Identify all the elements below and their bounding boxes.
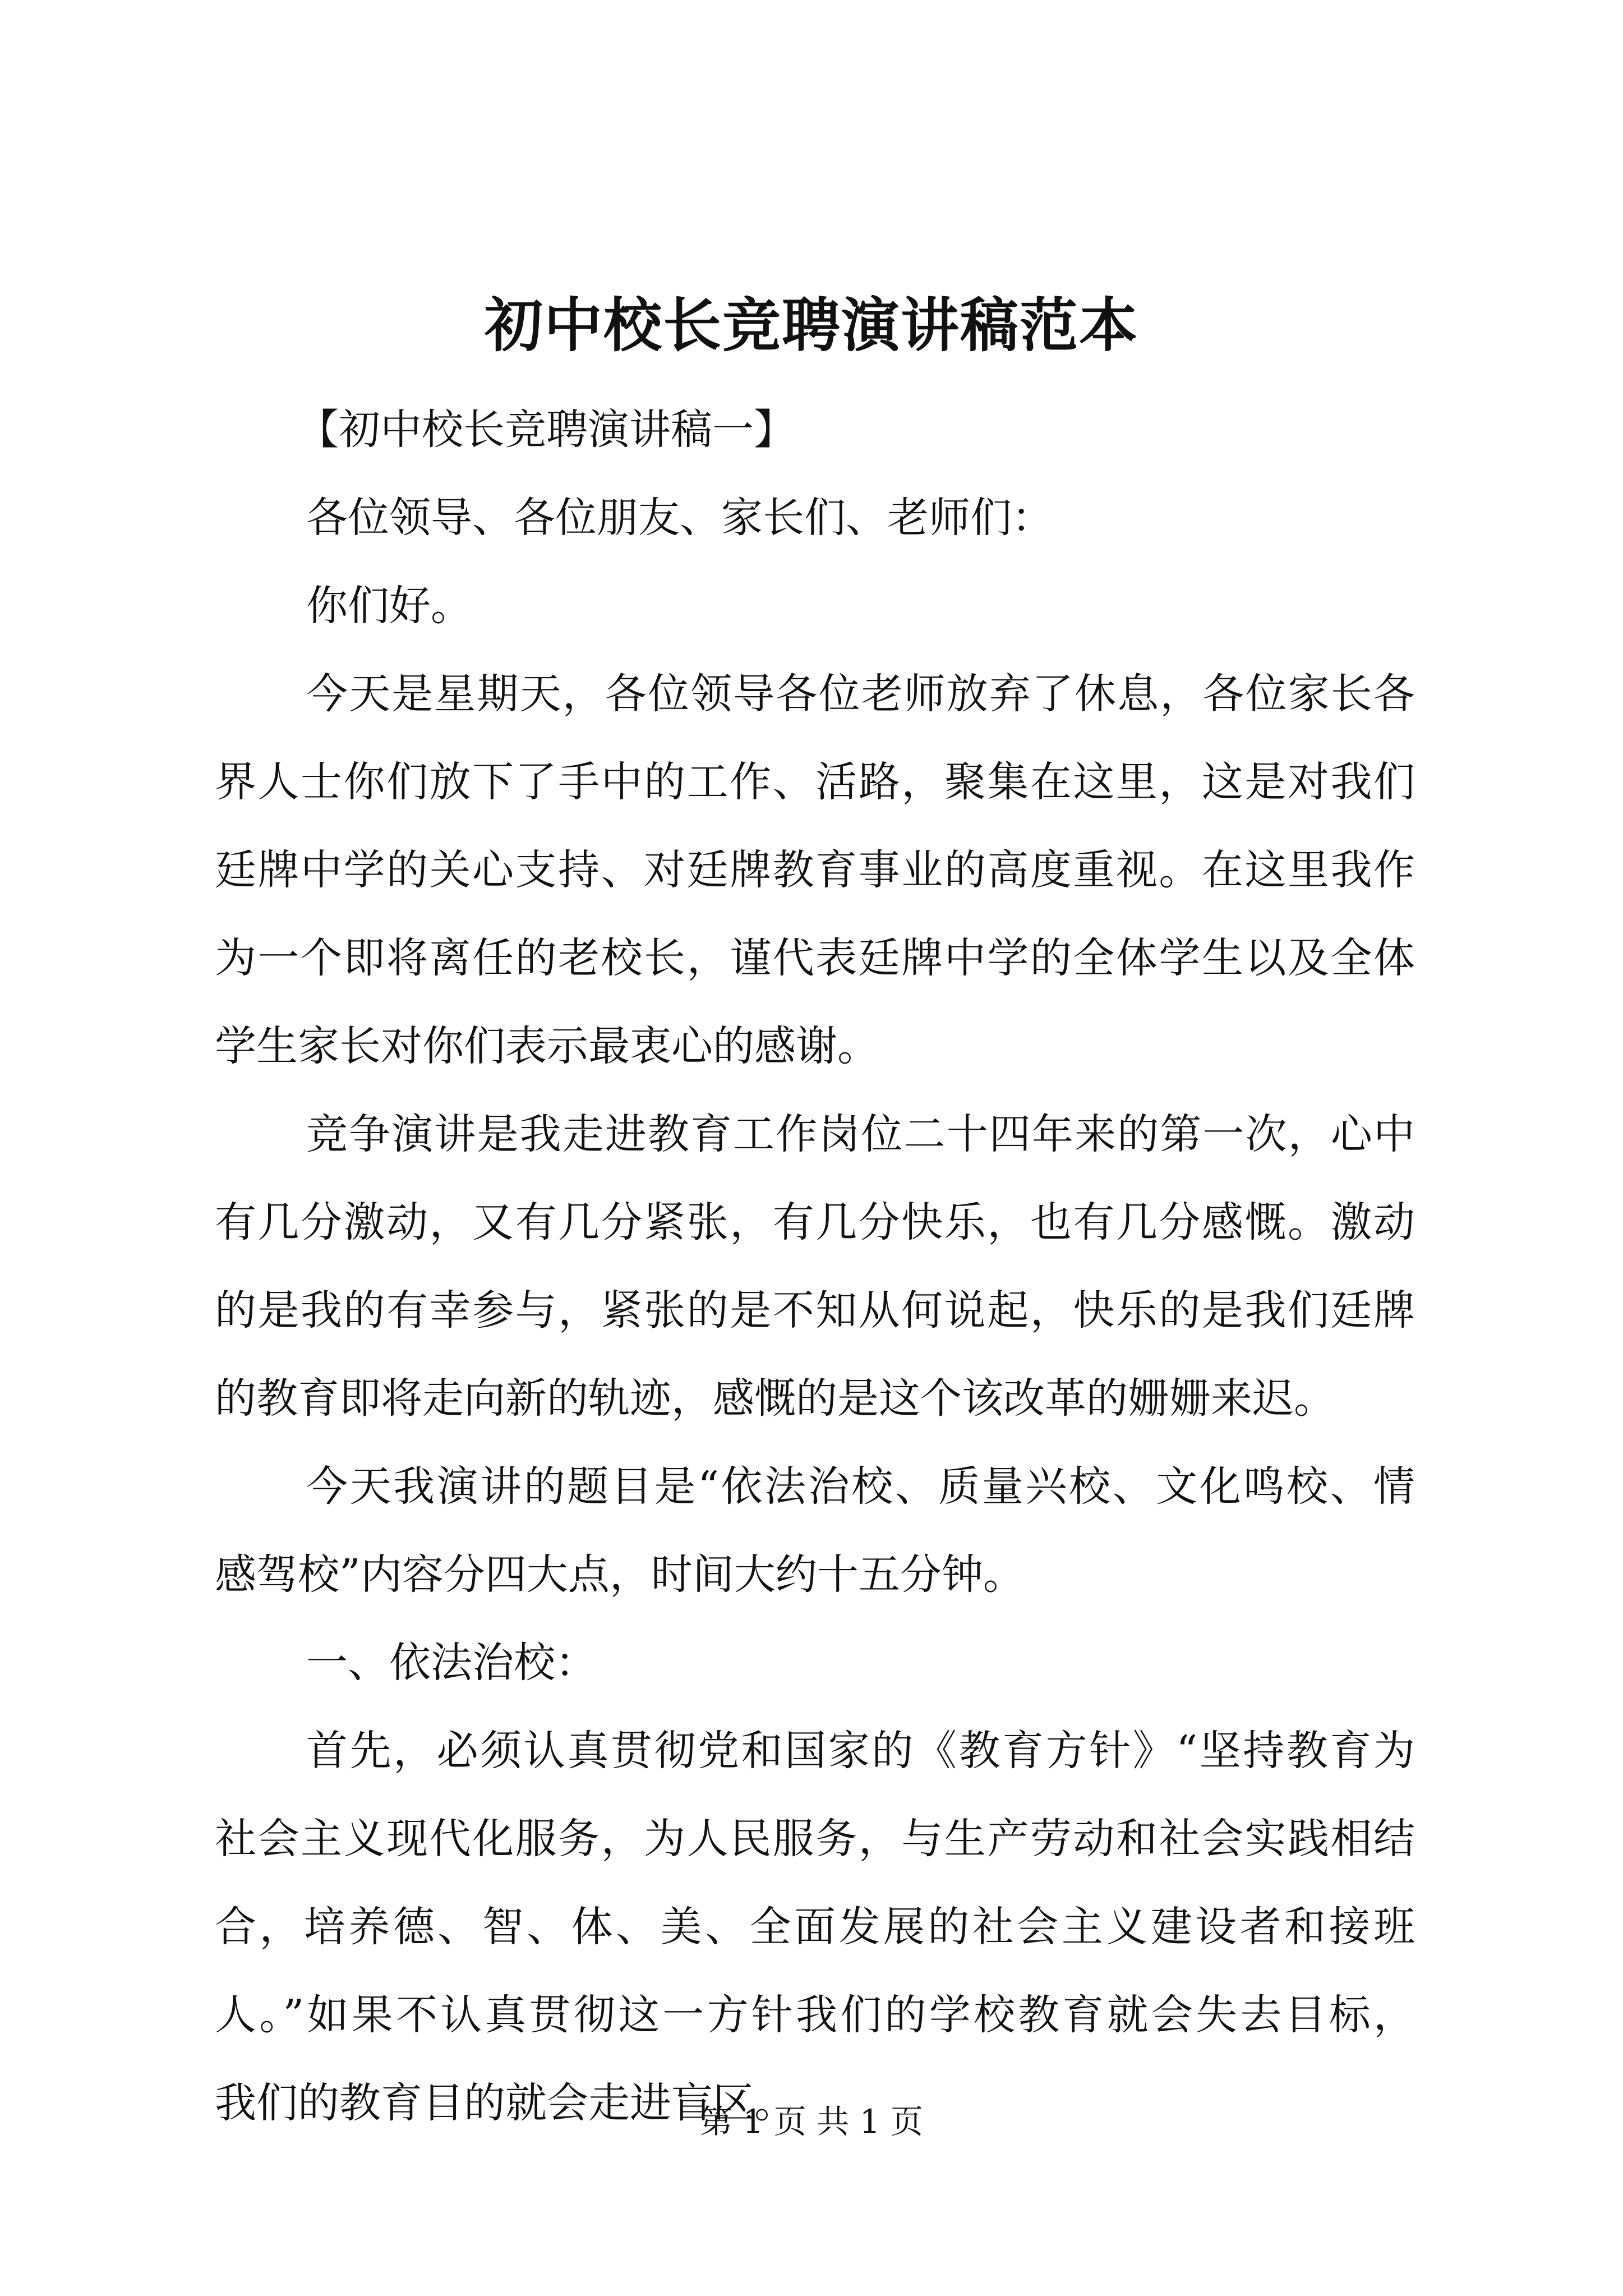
- paragraph-line: 廷牌中学的关心支持、对廷牌教育事业的高度重视。在这里我作: [215, 846, 1415, 894]
- paragraph-line: 为一个即将离任的老校长，谨代表廷牌中学的全体学生以及全体: [215, 934, 1415, 982]
- subsection-heading: 一、依法治校：: [306, 1639, 597, 1687]
- page-footer: 第 1 页 共 1 页: [700, 2102, 923, 2141]
- paragraph-line: 的是我的有幸参与，紧张的是不知从何说起，快乐的是我们廷牌: [215, 1286, 1415, 1335]
- paragraph-line: 社会主义现代化服务，为人民服务，与生产劳动和社会实践相结: [215, 1815, 1415, 1863]
- paragraph-line: 首先，必须认真贯彻党和国家的《教育方针》“坚持教育为: [306, 1727, 1415, 1775]
- document-title: 初中校长竞聘演讲稿范本: [484, 291, 1138, 360]
- document-body: [215, 386, 1415, 2147]
- paragraph-line: 的教育即将走向新的轨迹，感慨的是这个该改革的姗姗来迟。: [215, 1374, 1335, 1423]
- paragraph-line: 竞争演讲是我走进教育工作岗位二十四年来的第一次，心中: [306, 1110, 1415, 1158]
- paragraph-line: 学生家长对你们表示最衷心的感谢。: [215, 1022, 879, 1070]
- paragraph-line: 合，培养德、智、体、美、全面发展的社会主义建设者和接班: [215, 1903, 1415, 1951]
- greeting-line: 你们好。: [306, 582, 472, 630]
- paragraph-line: 人。”如果不认真贯彻这一方针我们的学校教育就会失去目标，: [215, 1991, 1415, 2039]
- paragraph-line: 界人士你们放下了手中的工作、活路，聚集在这里，这是对我们: [215, 758, 1415, 806]
- paragraph-line: 今天我演讲的题目是“依法治校、质量兴校、文化鸣校、情: [306, 1462, 1415, 1511]
- paragraph-line: 今天是星期天，各位领导各位老师放弃了休息，各位家长各: [306, 670, 1415, 718]
- salutation-line: 各位领导、各位朋友、家长们、老师们：: [306, 494, 1053, 542]
- paragraph-line: 感驾校”内容分四大点，时间大约十五分钟。: [215, 1550, 1025, 1599]
- paragraph-line: 有几分激动，又有几分紧张，有几分快乐，也有几分感慨。激动: [215, 1198, 1415, 1246]
- section-heading: 【初中校长竞聘演讲稿一】: [297, 406, 795, 454]
- paragraph-line: 我们的教育目的就会走进盲区。: [215, 2079, 796, 2127]
